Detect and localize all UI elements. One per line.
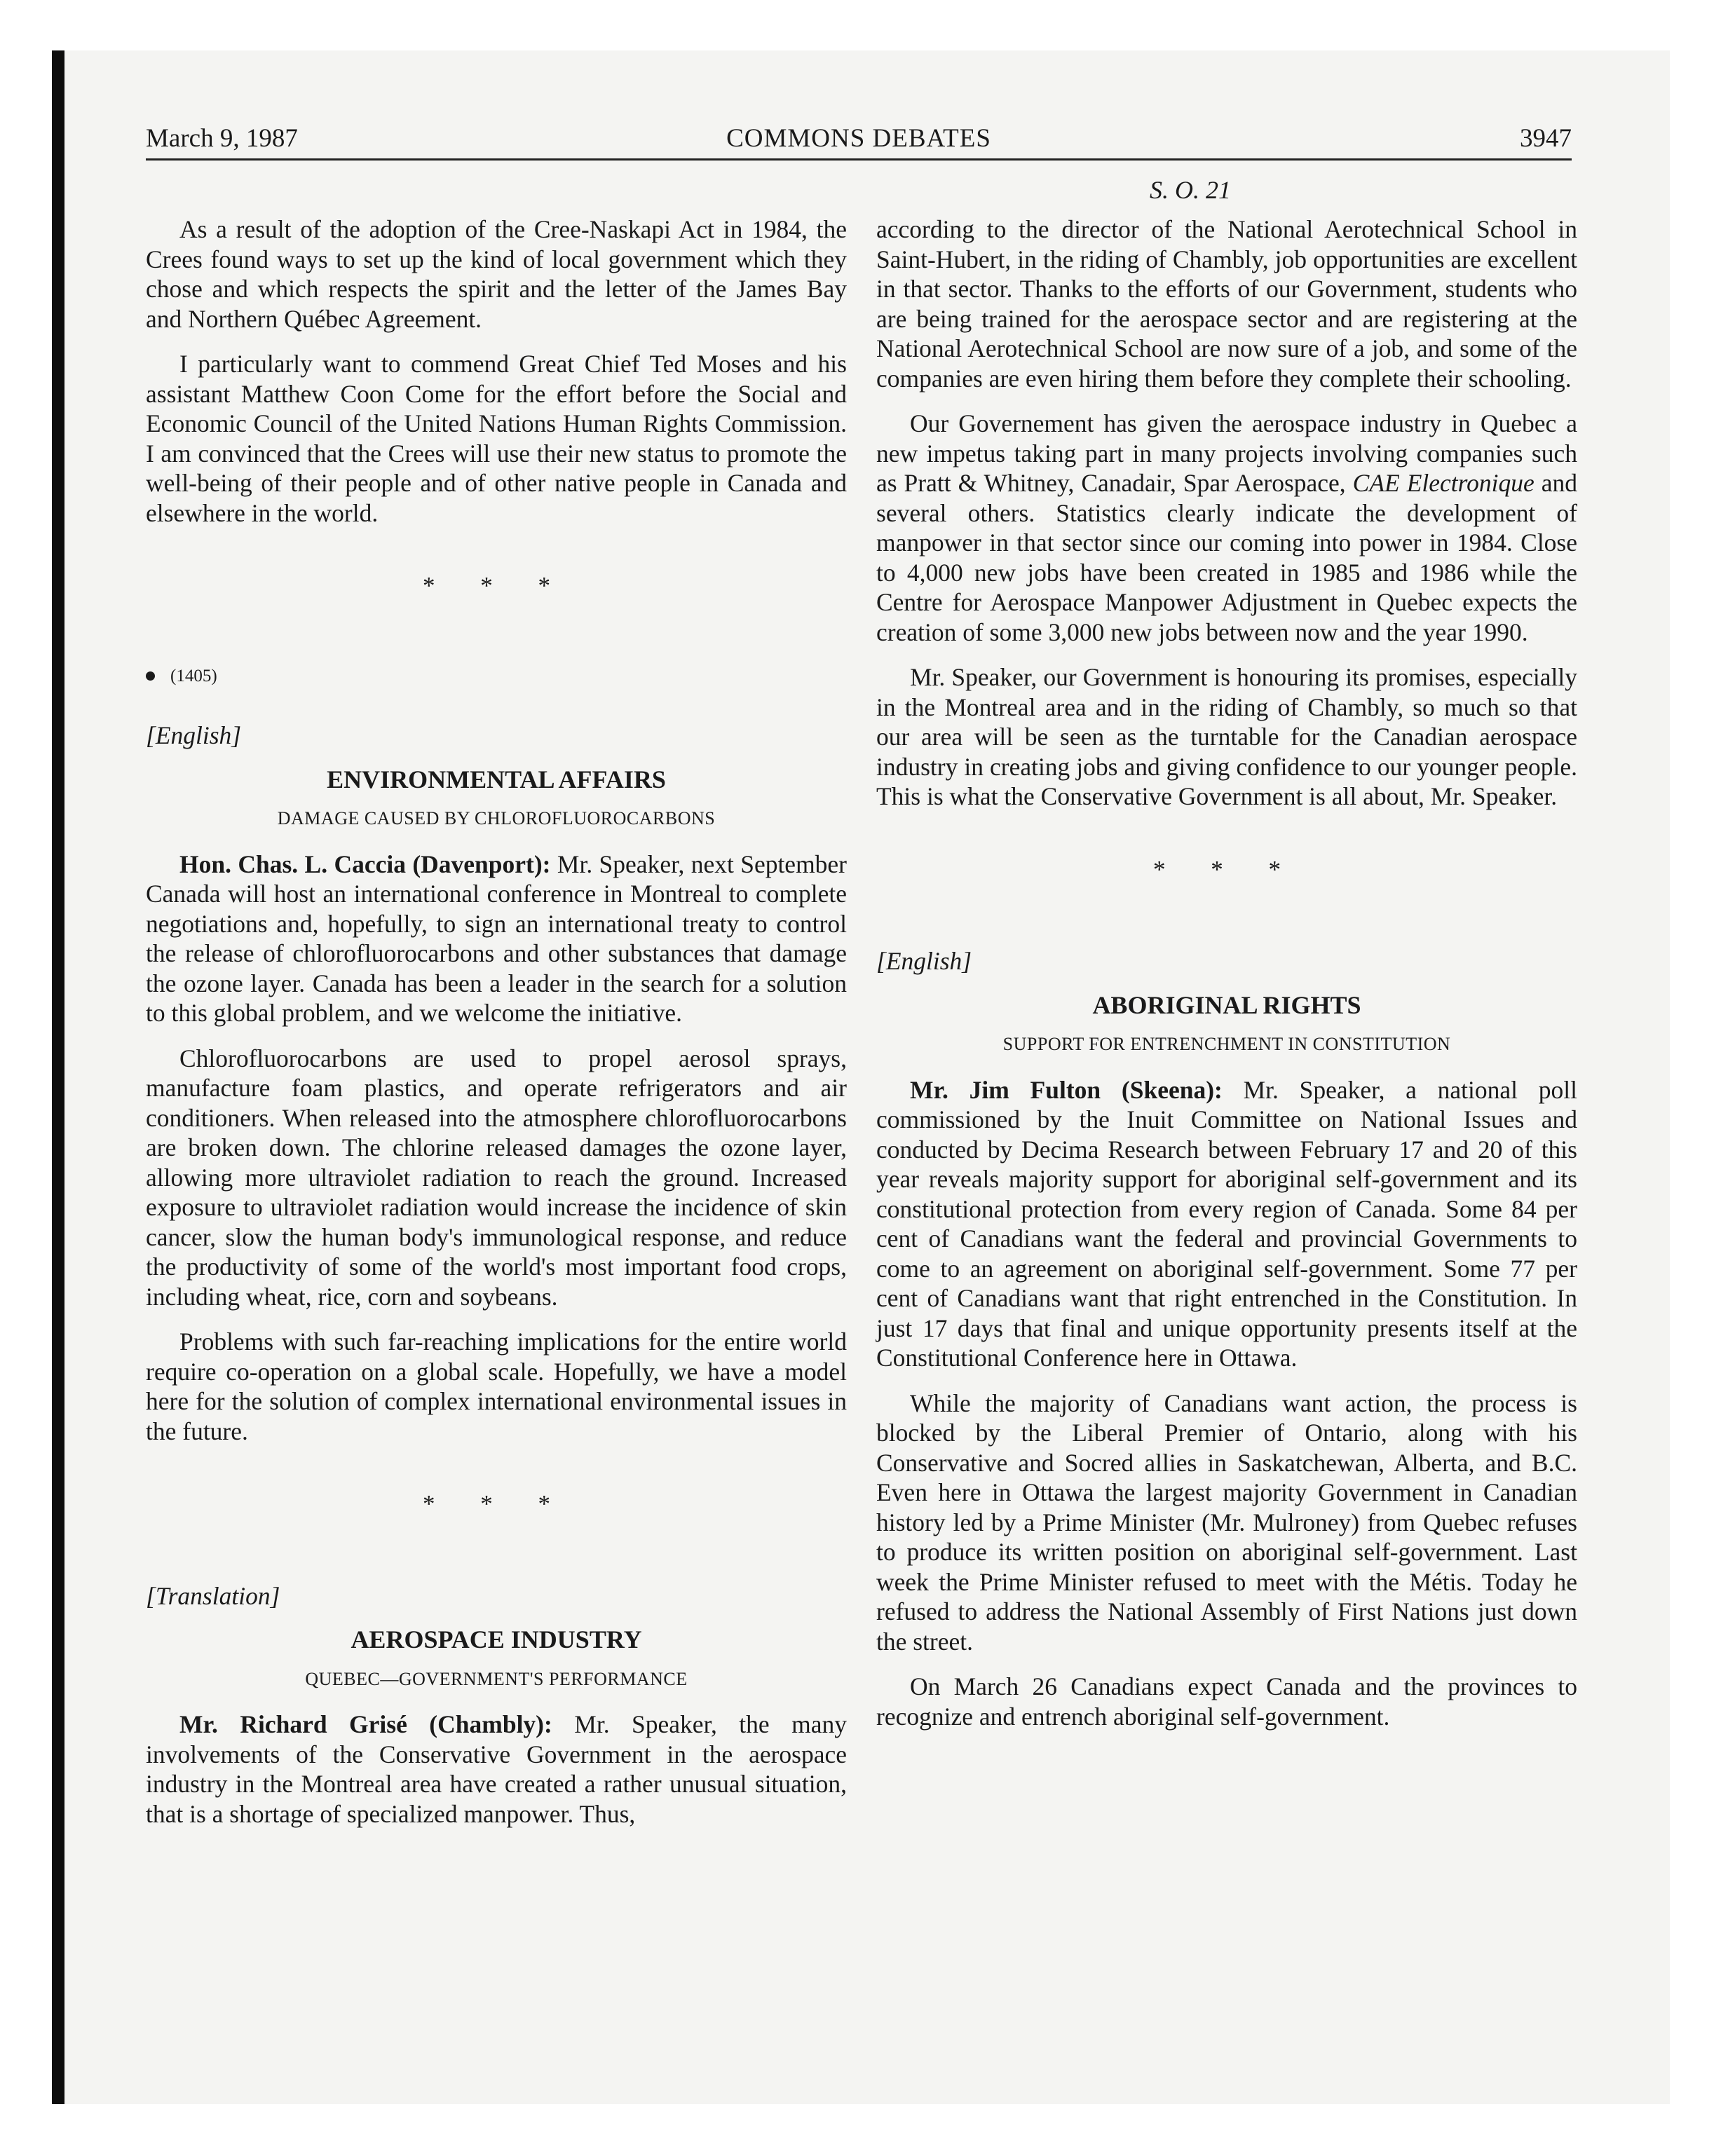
paragraph: Problems with such far-reaching implications for the entire world require co-operation on a global scale. Hopefully, we have a model here for the solution of complex international environmental issues in the future. [146, 1328, 847, 1445]
bullet-icon [146, 671, 155, 681]
section-heading: ENVIRONMENTAL AFFAIRS [327, 765, 666, 793]
paragraph-text: and several others. Statistics clearly indicate the development of manpower in that sector since our coming into power in 1984. Close to 4,000 new jobs have been created in 1985 and 1986 while the Centre for Aerospace Manpower Adjustment in Quebec expects the creation of some 3,000 new jobs between now and the year 1990. [876, 469, 1577, 646]
language-marker: [English] [876, 947, 972, 975]
page-header [146, 123, 1572, 161]
timestamp-text: (1405) [170, 666, 217, 685]
scan-binding-edge [52, 50, 64, 2104]
section-subheading: QUEBEC—GOVERNMENT'S PERFORMANCE [305, 1668, 688, 1689]
timestamp [146, 662, 847, 692]
speaker-name: Mr. Richard Grisé (Chambly): [179, 1710, 552, 1738]
right-column [876, 214, 1577, 1731]
paragraph: Mr. Speaker, our Government is honouring its promises, especially in the Montreal area and in the riding of Chambly, so much so that our area will be seen as the turntable for the Canadian aerospace industry in creating jobs and giving confidence to our younger people. This is what the Conservative Government is all about, Mr. Speaker. [876, 663, 1577, 810]
paragraph: As a result of the adoption of the Cree-Naskapi Act in 1984, the Crees found ways to set up the kind of local government which they chose and which respects the spirit and the letter of the James Bay and Northern Québec Agreement. [146, 215, 847, 333]
paragraph: I particularly want to commend Great Chief Ted Moses and his assistant Matthew Coon Come for the effort before the Social and Economic Council of the United Nations Human Rights Commission. I am convinced that the Crees will use their new status to promote the well-being of their people and of other native people in Canada and elsewhere in the world. [146, 350, 847, 527]
paragraph: Chlorofluorocarbons are used to propel aerosol sprays, manufacture foam plastics, and operate refrigerators and air conditioners. When released into the atmosphere chlorofluorocarbons are broken down. The chlorine released damages the ozone layer, allowing more ultraviolet radiation to reach the ground. Increased exposure to ultraviolet radiation would increase the incidence of skin cancer, slow the human body's immunological response, and reduce the productivity of some of the world's most important food crops, including wheat, rice, corn and soybeans. [146, 1044, 847, 1311]
left-column [146, 214, 847, 1829]
header-publication: COMMONS DEBATES [726, 124, 991, 153]
section-marker: S. O. 21 [1150, 176, 1231, 204]
section-subheading: DAMAGE CAUSED BY CHLOROFLUOROCARBONS [277, 808, 716, 828]
paragraph: according to the director of the National Aerotechnical School in Saint-Hubert, in the riding of Chambly, job opportunities are excellent in that sector. Thanks to the efforts of our Government, students who are being trained for the aerospace sector and are registering at the National Aerotechnical School are now sure of a job, and some of the companies are even hiring them before they complete their schooling. [876, 215, 1577, 393]
speech-text: Mr. Speaker, the many involvements of the Conservative Government in the aerospace industry in the Montreal area have created a rather unusual situation, that is a shortage of specialized manpower. Thus, [146, 1710, 847, 1828]
section-separator: * * * [1153, 855, 1300, 883]
section-heading: AEROSPACE INDUSTRY [351, 1625, 642, 1653]
speech-text: Mr. Speaker, next September Canada will host an international conference in Montreal to complete negotiations and, hopefully, to sign an international treaty to control the release of chlorofluorocarbons and other substances that damage the ozone layer. Canada has been a leader in the search for a solution to this global problem, and we welcome the initiative. [146, 850, 848, 1027]
section-subheading: SUPPORT FOR ENTRENCHMENT IN CONSTITUTION [1002, 1034, 1451, 1054]
company-name-italic: CAE Electronique [1352, 469, 1535, 497]
paragraph: While the majority of Canadians want action, the process is blocked by the Liberal Premier of Ontario, along with his Conservative and Socred allies in Saskatchewan, Alberta, and B.C. Even here in Ottawa the largest majority Government in Canadian history led by a Prime Minister (Mr. Mulroney) from Quebec refuses to produce its written position on aboriginal self-government. Last week the Prime Minister refused to meet with the Métis. Today he refused to address the National Assembly of First Nations just down the street. [876, 1389, 1577, 1656]
header-date: March 9, 1987 [146, 124, 298, 153]
paragraph [876, 1075, 1577, 1373]
paragraph: On March 26 Canadians expect Canada and the provinces to recognize and entrench aboriginal self-government. [876, 1672, 1577, 1731]
paragraph [146, 1710, 847, 1829]
speaker-name: Hon. Chas. L. Caccia (Davenport): [179, 850, 551, 878]
section-heading: ABORIGINAL RIGHTS [1092, 990, 1361, 1019]
speech-text: Mr. Speaker, a national poll commissioned by the Inuit Committee on National Issues and conducted by Decima Research between February 17 and 20 of this year reveals majority support for aboriginal self-government and its constitutional protection from every region of Canada. Some 84 per cent of Canadians want the federal and provincial Governments to come to an agreement on aboriginal self-government. Some 77 per cent of Canadians want that right entrenched in the Constitution. In just 17 days that final and unique opportunity presents itself at the Constitutional Conference here in Ottawa. [876, 1075, 1577, 1372]
language-marker: [Translation] [146, 1581, 280, 1610]
paragraph [146, 850, 847, 1028]
paragraph [876, 409, 1577, 647]
header-page-number: 3947 [1520, 124, 1572, 153]
speaker-name: Mr. Jim Fulton (Skeena): [910, 1075, 1223, 1104]
paragraph-text: Our Governement has given the aerospace industry in Quebec a new impetus taking part in many projects involving companies such as Pratt & Whitney, Canadair, Spar Aerospace, [876, 409, 1577, 497]
language-marker: [English] [146, 721, 242, 749]
scan-margin [0, 0, 52, 2156]
section-separator: * * * [423, 572, 570, 599]
section-separator: * * * [423, 1490, 570, 1517]
